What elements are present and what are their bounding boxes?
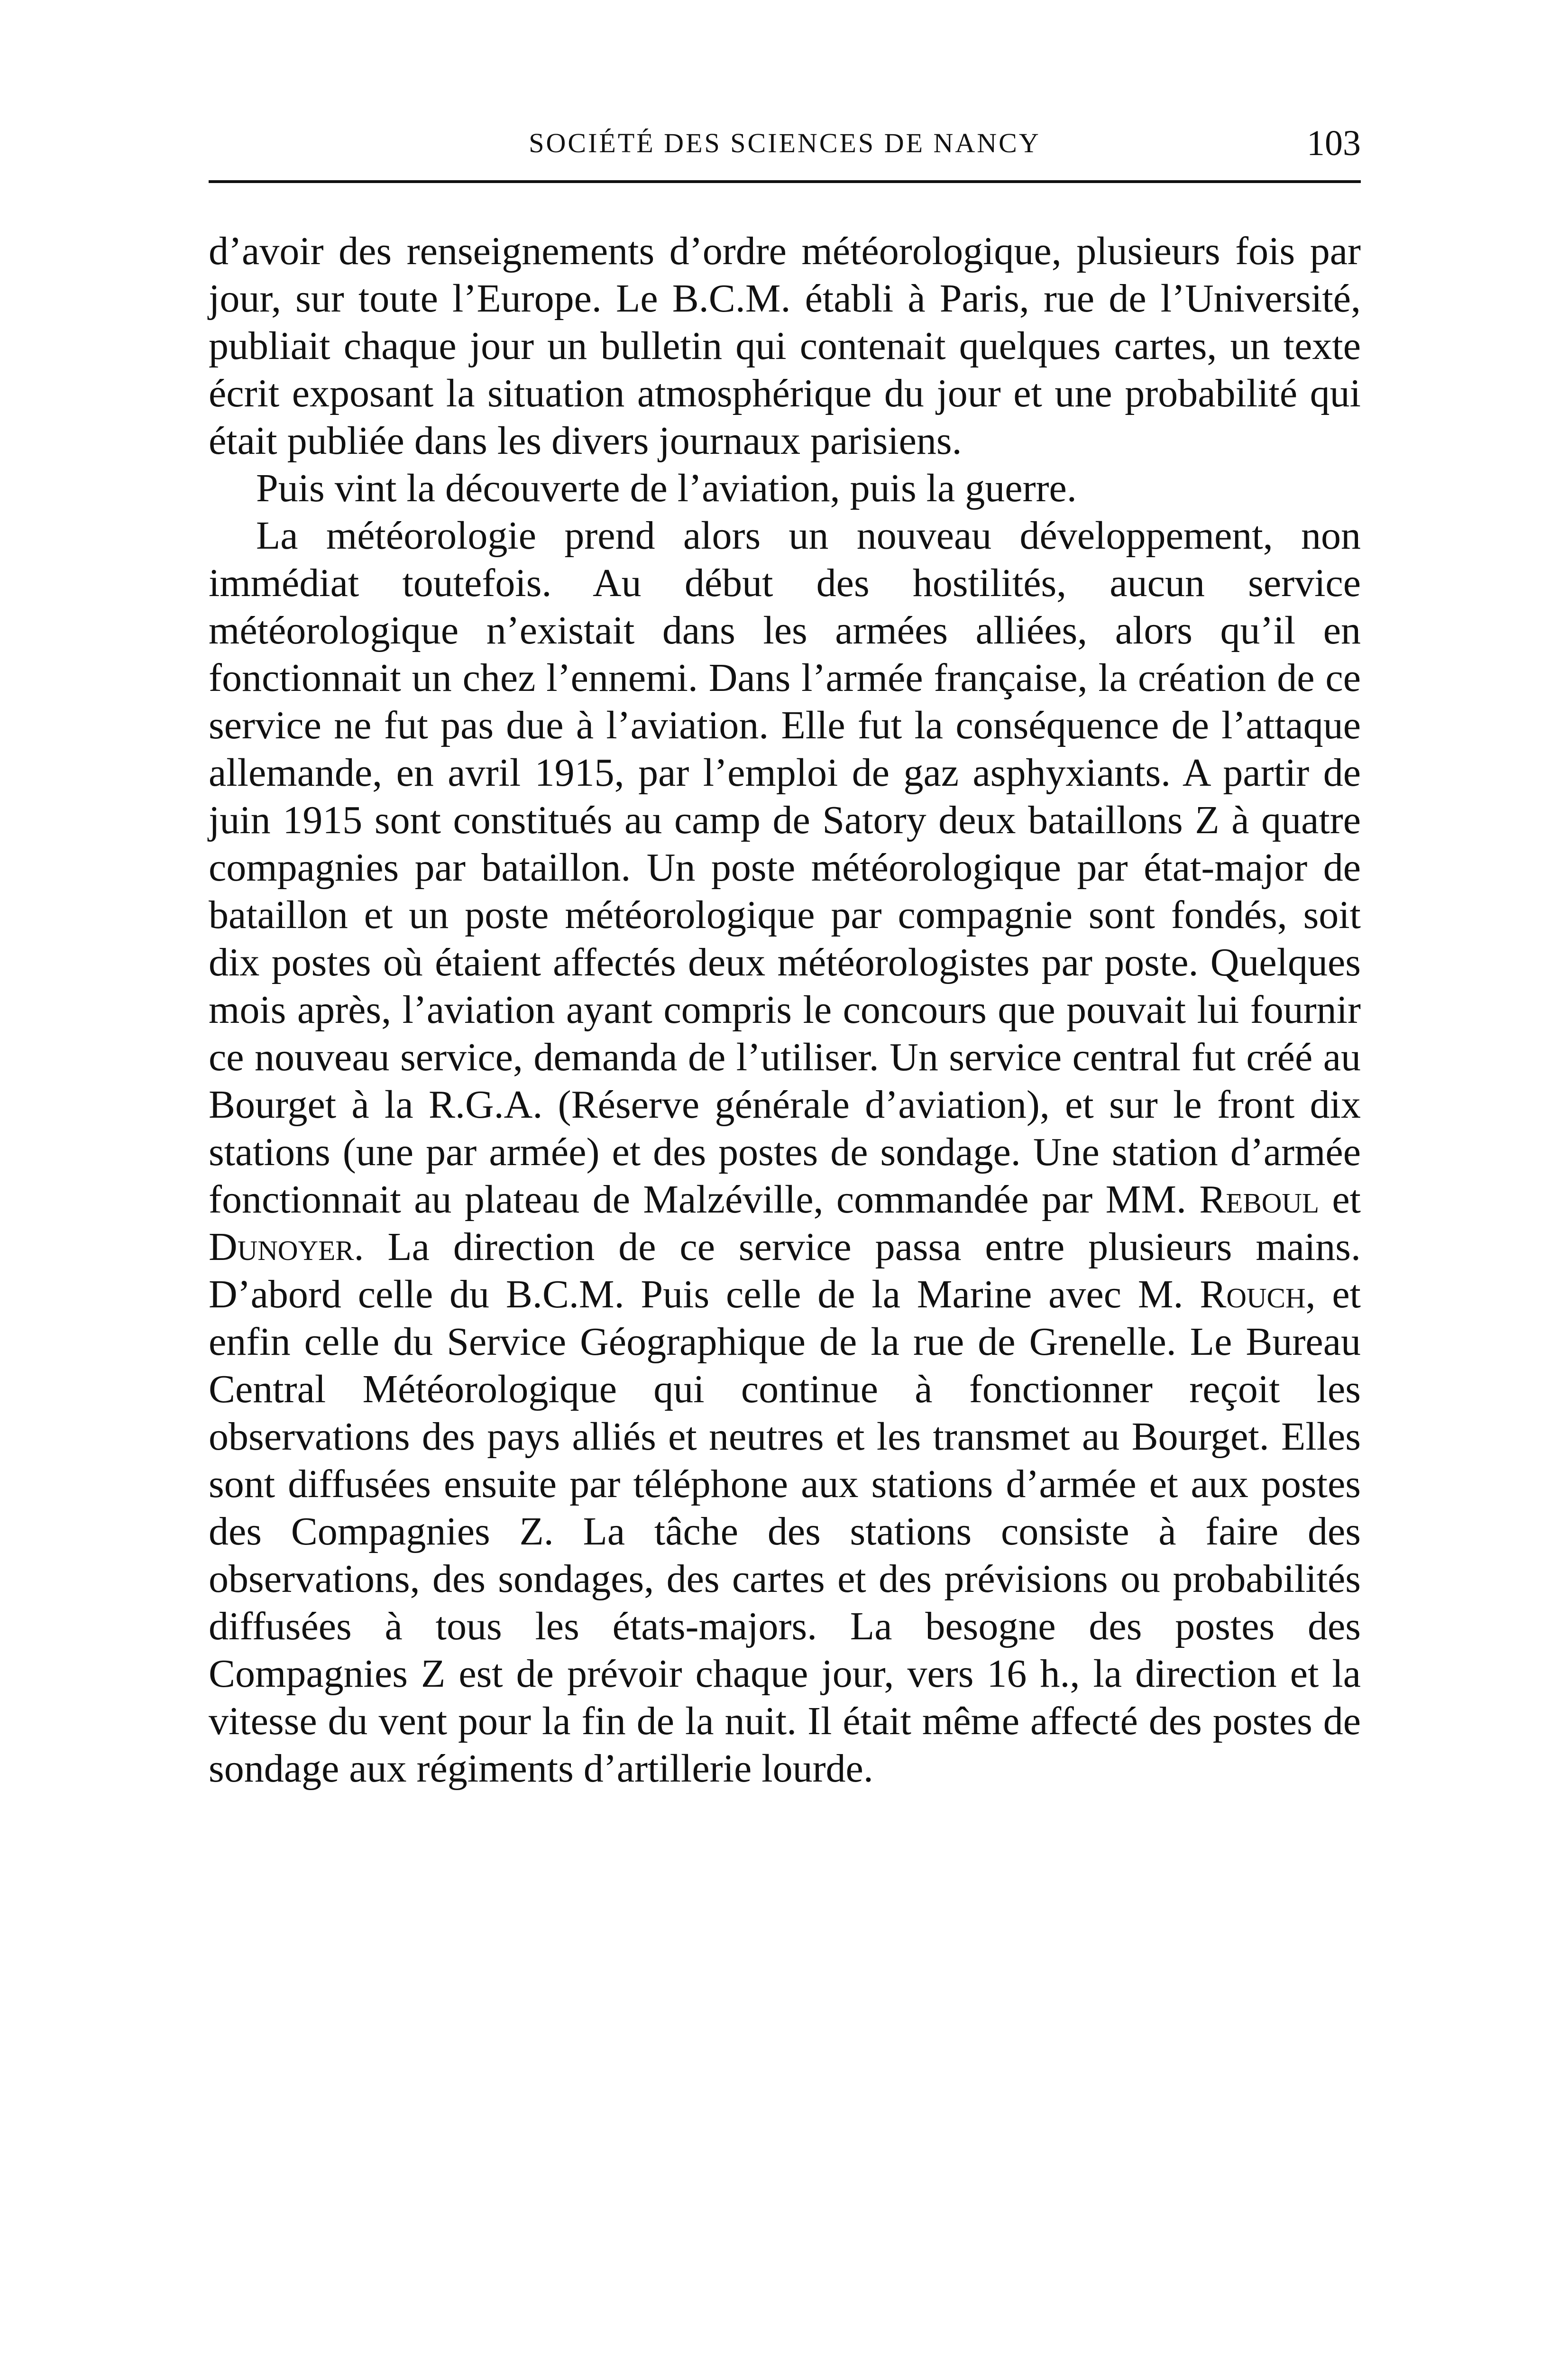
author-name-dunoyer: Dunoyer bbox=[209, 1225, 354, 1269]
paragraph-3-text-c: . La direction de ce service passa entre plusieurs mains. D’abord celle du B.C.M. Puis celle de la Marine avec M. bbox=[209, 1225, 1361, 1316]
header-rule bbox=[209, 180, 1361, 183]
paragraph-1: d’avoir des renseignements d’ordre météorologique, plusieurs fois par jour, sur toute l’Europe. Le B.C.M. établi à Paris, rue de l’Université, publiait chaque jour un bulletin qui contenait quelques cartes, un texte écrit exposant la situation atmosphérique du jour et une probabilité qui était publiée dans les divers journaux parisiens. bbox=[209, 229, 1361, 463]
paragraph-2: Puis vint la découverte de l’aviation, puis la guerre. bbox=[256, 466, 1077, 510]
author-name-reboul: Reboul bbox=[1199, 1177, 1320, 1222]
paragraph-3 bbox=[209, 512, 1361, 1792]
body-text bbox=[209, 228, 1361, 1792]
paragraph-3-text-b: et bbox=[1332, 1177, 1361, 1222]
paragraph-3-text-a: La météorologie prend alors un nouveau développement, non immédiat toutefois. Au début des hostilités, aucun service météorologique n’existait dans les armées alliées, alors qu’il en fonctionnait un chez l’ennemi. Dans l’armée française, la création de ce service ne fut pas due à l’aviation. Elle fut la conséquence de l’attaque allemande, en avril 1915, par l’emploi de gaz asphyxiants. A partir de juin 1915 sont constitués au camp de Satory deux bataillons Z à quatre compagnies par bataillon. Un poste météorologique par état-major de bataillon et un poste météorologique par compagnie sont fondés, soit dix postes où étaient affectés deux météorologistes par poste. Quelques mois après, l’aviation ayant compris le concours que pouvait lui fournir ce nouveau service, demanda de l’utiliser. Un service central fut créé au Bourget à la R.G.A. (Réserve générale d’aviation), et sur le front dix stations (une par armée) et des postes de sondage. Une station d’armée fonctionnait au plateau de Malzéville, commandée par MM. bbox=[209, 514, 1361, 1222]
running-title: SOCIÉTÉ DES SCIENCES DE NANCY bbox=[529, 128, 1041, 158]
page-number: 103 bbox=[1307, 123, 1361, 163]
running-head bbox=[209, 124, 1361, 167]
paragraph-3-text-d: , et enfin celle du Service Géographique de la rue de Grenelle. Le Bureau Central Météorologique qui continue à fonctionner reçoit les observations des pays alliés et neutres et les transmet au Bourget. Elles sont diffusées ensuite par téléphone aux stations d’armée et aux postes des Compagnies Z. La tâche des stations consiste à faire des observations, des sondages, des cartes et des prévisions ou probabilités diffusées à tous les états-majors. La besogne des postes des Compagnies Z est de prévoir chaque jour, vers 16 h., la direction et la vitesse du vent pour la fin de la nuit. Il était même affecté des postes de sondage aux régiments d’artillerie lourde. bbox=[209, 1272, 1361, 1791]
author-name-rouch: Rouch bbox=[1200, 1272, 1306, 1316]
